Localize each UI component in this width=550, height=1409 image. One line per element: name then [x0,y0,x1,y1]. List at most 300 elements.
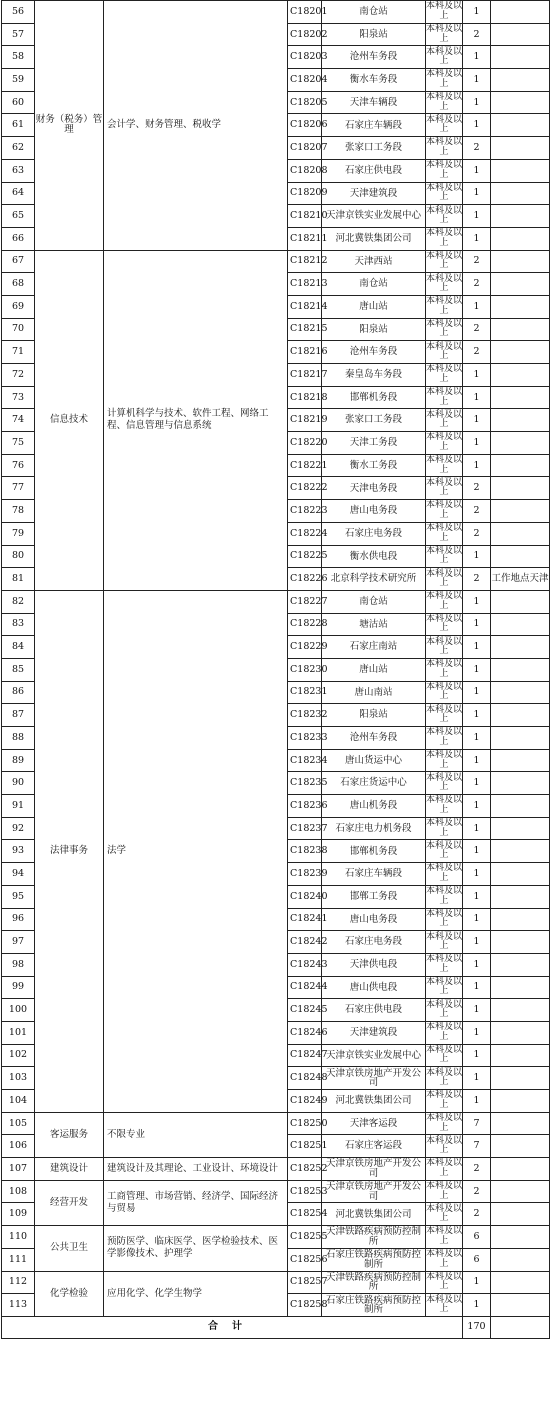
position-code: C18216 [288,341,322,364]
education-requirement: 本科及以上 [426,795,463,818]
position-code: C18230 [288,658,322,681]
employer-unit: 天津京铁实业发展中心 [322,205,426,228]
employer-unit: 石家庄电力机务段 [322,817,426,840]
remark [491,205,550,228]
employer-unit: 石家庄南站 [322,636,426,659]
row-number: 102 [2,1044,35,1067]
education-requirement: 本科及以上 [426,114,463,137]
hire-count: 2 [463,1203,491,1226]
employer-unit: 河北冀铁集团公司 [322,227,426,250]
employer-unit: 天津工务段 [322,432,426,455]
remark [491,182,550,205]
employer-unit: 天津京铁房地产开发公司 [322,1158,426,1181]
remark [491,1180,550,1203]
table-row [2,1271,550,1294]
remark [491,840,550,863]
position-code: C18236 [288,795,322,818]
position-code: C18225 [288,545,322,568]
remark [491,227,550,250]
remark [491,295,550,318]
remark [491,409,550,432]
employer-unit: 天津京铁实业发展中心 [322,1044,426,1067]
row-number: 108 [2,1180,35,1203]
hire-count: 1 [463,409,491,432]
hire-count: 1 [463,681,491,704]
remark [491,1021,550,1044]
table-row [2,1,550,24]
education-requirement: 本科及以上 [426,749,463,772]
remark [491,1226,550,1249]
position-code: C18238 [288,840,322,863]
hire-count: 1 [463,1021,491,1044]
remark [491,250,550,273]
employer-unit: 河北冀铁集团公司 [322,1203,426,1226]
education-requirement: 本科及以上 [426,341,463,364]
education-requirement: 本科及以上 [426,1226,463,1249]
education-requirement: 本科及以上 [426,1,463,24]
position-code: C18249 [288,1090,322,1113]
remark [491,863,550,886]
position-code: C18232 [288,704,322,727]
row-number: 84 [2,636,35,659]
position-code: C18227 [288,590,322,613]
employer-unit: 阳泉站 [322,318,426,341]
education-requirement: 本科及以上 [426,704,463,727]
employer-unit: 石家庄电务段 [322,931,426,954]
hire-count: 1 [463,658,491,681]
employer-unit: 石家庄供电段 [322,159,426,182]
row-number: 62 [2,137,35,160]
position-name: 客运服务 [35,1112,104,1157]
remark [491,318,550,341]
education-requirement: 本科及以上 [426,182,463,205]
employer-unit: 阳泉站 [322,23,426,46]
row-number: 58 [2,46,35,69]
employer-unit: 天津建筑段 [322,182,426,205]
remark [491,1248,550,1271]
position-code: C18254 [288,1203,322,1226]
education-requirement: 本科及以上 [426,545,463,568]
position-code: C18240 [288,885,322,908]
education-requirement: 本科及以上 [426,1294,463,1317]
position-code: C18205 [288,91,322,114]
position-code: C18246 [288,1021,322,1044]
education-requirement: 本科及以上 [426,1112,463,1135]
position-code: C18237 [288,817,322,840]
hire-count: 7 [463,1135,491,1158]
row-number: 61 [2,114,35,137]
remark [491,500,550,523]
employer-unit: 南仓站 [322,590,426,613]
employer-unit: 天津铁路疾病预防控制所 [322,1226,426,1249]
education-requirement: 本科及以上 [426,1021,463,1044]
employer-unit: 石家庄客运段 [322,1135,426,1158]
position-code: C18243 [288,953,322,976]
row-number: 112 [2,1271,35,1294]
total-label: 合计 [2,1316,463,1338]
hire-count: 2 [463,1158,491,1181]
hire-count: 6 [463,1248,491,1271]
row-number: 107 [2,1158,35,1181]
row-number: 85 [2,658,35,681]
position-code: C18241 [288,908,322,931]
row-number: 76 [2,454,35,477]
employer-unit: 邯郸机务段 [322,840,426,863]
major-requirement: 计算机科学与技术、软件工程、网络工程、信息管理与信息系统 [104,250,288,590]
row-number: 90 [2,772,35,795]
position-code: C18207 [288,137,322,160]
position-code: C18223 [288,500,322,523]
employer-unit: 衡水工务段 [322,454,426,477]
position-code: C18221 [288,454,322,477]
hire-count: 1 [463,749,491,772]
major-requirement: 建筑设计及其理论、工业设计、环境设计 [104,1158,288,1181]
remark [491,976,550,999]
hire-count: 1 [463,159,491,182]
row-number: 97 [2,931,35,954]
hire-count: 1 [463,704,491,727]
recruitment-table [1,0,550,1339]
remark [491,999,550,1022]
position-code: C18214 [288,295,322,318]
education-requirement: 本科及以上 [426,613,463,636]
education-requirement: 本科及以上 [426,273,463,296]
position-code: C18203 [288,46,322,69]
remark [491,454,550,477]
education-requirement: 本科及以上 [426,772,463,795]
row-number: 81 [2,568,35,591]
hire-count: 1 [463,69,491,92]
hire-count: 1 [463,613,491,636]
row-number: 82 [2,590,35,613]
employer-unit: 石家庄车辆段 [322,114,426,137]
employer-unit: 唐山供电段 [322,976,426,999]
remark [491,727,550,750]
hire-count: 1 [463,976,491,999]
position-code: C18239 [288,863,322,886]
position-code: C18242 [288,931,322,954]
employer-unit: 塘沽站 [322,613,426,636]
major-requirement: 工商管理、市场营销、经济学、国际经济与贸易 [104,1180,288,1225]
education-requirement: 本科及以上 [426,727,463,750]
employer-unit: 天津西站 [322,250,426,273]
row-number: 104 [2,1090,35,1113]
remark [491,114,550,137]
row-number: 69 [2,295,35,318]
education-requirement: 本科及以上 [426,364,463,387]
remark [491,1044,550,1067]
employer-unit: 天津车辆段 [322,91,426,114]
hire-count: 2 [463,477,491,500]
position-code: C18219 [288,409,322,432]
employer-unit: 唐山南站 [322,681,426,704]
remark [491,1,550,24]
table-row [2,250,550,273]
hire-count: 1 [463,908,491,931]
major-requirement: 不限专业 [104,1112,288,1157]
employer-unit: 沧州车务段 [322,727,426,750]
remark [491,23,550,46]
hire-count: 1 [463,772,491,795]
position-code: C18213 [288,273,322,296]
education-requirement: 本科及以上 [426,999,463,1022]
row-number: 88 [2,727,35,750]
education-requirement: 本科及以上 [426,69,463,92]
row-number: 78 [2,500,35,523]
position-code: C18217 [288,364,322,387]
row-number: 75 [2,432,35,455]
education-requirement: 本科及以上 [426,1090,463,1113]
remark [491,46,550,69]
employer-unit: 唐山电务段 [322,500,426,523]
remark [491,91,550,114]
position-code: C18256 [288,1248,322,1271]
education-requirement: 本科及以上 [426,863,463,886]
row-number: 89 [2,749,35,772]
remark [491,1271,550,1294]
position-code: C18211 [288,227,322,250]
hire-count: 1 [463,1090,491,1113]
education-requirement: 本科及以上 [426,568,463,591]
hire-count: 1 [463,953,491,976]
position-code: C18208 [288,159,322,182]
remark [491,1294,550,1317]
hire-count: 2 [463,23,491,46]
hire-count: 1 [463,295,491,318]
education-requirement: 本科及以上 [426,227,463,250]
row-number: 109 [2,1203,35,1226]
row-number: 65 [2,205,35,228]
employer-unit: 天津建筑段 [322,1021,426,1044]
remark [491,1158,550,1181]
hire-count: 1 [463,46,491,69]
remark [491,137,550,160]
education-requirement: 本科及以上 [426,318,463,341]
hire-count: 1 [463,863,491,886]
employer-unit: 沧州车务段 [322,46,426,69]
employer-unit: 唐山站 [322,295,426,318]
hire-count: 1 [463,227,491,250]
position-code: C18206 [288,114,322,137]
position-name: 公共卫生 [35,1226,104,1271]
position-code: C18210 [288,205,322,228]
remark [491,432,550,455]
row-number: 92 [2,817,35,840]
education-requirement: 本科及以上 [426,1135,463,1158]
row-number: 99 [2,976,35,999]
hire-count: 1 [463,114,491,137]
remark [491,1090,550,1113]
position-code: C18248 [288,1067,322,1090]
row-number: 68 [2,273,35,296]
employer-unit: 天津京铁房地产开发公司 [322,1067,426,1090]
row-number: 56 [2,1,35,24]
row-number: 77 [2,477,35,500]
employer-unit: 河北冀铁集团公司 [322,1090,426,1113]
remark [491,477,550,500]
major-requirement: 会计学、财务管理、税收学 [104,1,288,251]
row-number: 98 [2,953,35,976]
major-requirement: 预防医学、临床医学、医学检验技术、医学影像技术、护理学 [104,1226,288,1271]
employer-unit: 邯郸机务段 [322,386,426,409]
position-code: C18212 [288,250,322,273]
position-code: C18245 [288,999,322,1022]
employer-unit: 阳泉站 [322,704,426,727]
education-requirement: 本科及以上 [426,159,463,182]
table-row [2,1158,550,1181]
education-requirement: 本科及以上 [426,1180,463,1203]
row-number: 79 [2,522,35,545]
remark [491,159,550,182]
remark [491,1135,550,1158]
position-code: C18222 [288,477,322,500]
hire-count: 1 [463,182,491,205]
hire-count: 1 [463,205,491,228]
education-requirement: 本科及以上 [426,636,463,659]
position-name: 信息技术 [35,250,104,590]
remark [491,658,550,681]
row-number: 74 [2,409,35,432]
position-code: C18201 [288,1,322,24]
education-requirement: 本科及以上 [426,500,463,523]
remark [491,749,550,772]
hire-count: 1 [463,885,491,908]
row-number: 86 [2,681,35,704]
remark [491,545,550,568]
row-number: 64 [2,182,35,205]
hire-count: 1 [463,795,491,818]
remark [491,1067,550,1090]
position-code: C18258 [288,1294,322,1317]
hire-count: 1 [463,1067,491,1090]
row-number: 103 [2,1067,35,1090]
remark [491,681,550,704]
position-code: C18231 [288,681,322,704]
position-code: C18220 [288,432,322,455]
position-code: C18234 [288,749,322,772]
row-number: 57 [2,23,35,46]
education-requirement: 本科及以上 [426,658,463,681]
position-code: C18202 [288,23,322,46]
table-body [2,1,550,1339]
remark [491,613,550,636]
position-code: C18244 [288,976,322,999]
position-code: C18257 [288,1271,322,1294]
table-row [2,1226,550,1249]
education-requirement: 本科及以上 [426,91,463,114]
education-requirement: 本科及以上 [426,953,463,976]
hire-count: 2 [463,273,491,296]
row-number: 101 [2,1021,35,1044]
education-requirement: 本科及以上 [426,976,463,999]
major-requirement: 应用化学、化学生物学 [104,1271,288,1316]
employer-unit: 南仓站 [322,1,426,24]
remark [491,931,550,954]
education-requirement: 本科及以上 [426,840,463,863]
remark [491,704,550,727]
employer-unit: 石家庄供电段 [322,999,426,1022]
position-code: C18209 [288,182,322,205]
position-code: C18215 [288,318,322,341]
hire-count: 1 [463,931,491,954]
hire-count: 1 [463,1044,491,1067]
hire-count: 1 [463,840,491,863]
education-requirement: 本科及以上 [426,817,463,840]
row-number: 80 [2,545,35,568]
education-requirement: 本科及以上 [426,681,463,704]
employer-unit: 唐山机务段 [322,795,426,818]
employer-unit: 石家庄铁路疾病预防控制所 [322,1294,426,1317]
remark [491,636,550,659]
education-requirement: 本科及以上 [426,1248,463,1271]
employer-unit: 石家庄电务段 [322,522,426,545]
position-code: C18235 [288,772,322,795]
hire-count: 2 [463,500,491,523]
hire-count: 1 [463,91,491,114]
position-code: C18255 [288,1226,322,1249]
education-requirement: 本科及以上 [426,1158,463,1181]
position-code: C18224 [288,522,322,545]
position-code: C18251 [288,1135,322,1158]
hire-count: 1 [463,364,491,387]
employer-unit: 秦皇岛车务段 [322,364,426,387]
row-number: 63 [2,159,35,182]
education-requirement: 本科及以上 [426,885,463,908]
row-number: 72 [2,364,35,387]
education-requirement: 本科及以上 [426,931,463,954]
employer-unit: 天津京铁房地产开发公司 [322,1180,426,1203]
hire-count: 1 [463,590,491,613]
employer-unit: 唐山站 [322,658,426,681]
education-requirement: 本科及以上 [426,295,463,318]
row-number: 106 [2,1135,35,1158]
row-number: 59 [2,69,35,92]
position-code: C18228 [288,613,322,636]
hire-count: 2 [463,568,491,591]
position-code: C18218 [288,386,322,409]
employer-unit: 天津客运段 [322,1112,426,1135]
position-name: 法律事务 [35,590,104,1112]
employer-unit: 南仓站 [322,273,426,296]
row-number: 100 [2,999,35,1022]
row-number: 91 [2,795,35,818]
row-number: 60 [2,91,35,114]
remark [491,1112,550,1135]
employer-unit: 北京科学技术研究所 [322,568,426,591]
position-code: C18253 [288,1180,322,1203]
hire-count: 2 [463,341,491,364]
remark [491,273,550,296]
table-row [2,1112,550,1135]
position-code: C18250 [288,1112,322,1135]
employer-unit: 唐山电务段 [322,908,426,931]
hire-count: 1 [463,636,491,659]
employer-unit: 张家口工务段 [322,137,426,160]
employer-unit: 张家口工务段 [322,409,426,432]
hire-count: 6 [463,1226,491,1249]
education-requirement: 本科及以上 [426,205,463,228]
row-number: 70 [2,318,35,341]
hire-count: 2 [463,318,491,341]
education-requirement: 本科及以上 [426,1044,463,1067]
remark: 工作地点天津 [491,568,550,591]
table-row [2,590,550,613]
total-row [2,1316,550,1338]
employer-unit: 天津供电段 [322,953,426,976]
remark [491,364,550,387]
row-number: 66 [2,227,35,250]
row-number: 83 [2,613,35,636]
